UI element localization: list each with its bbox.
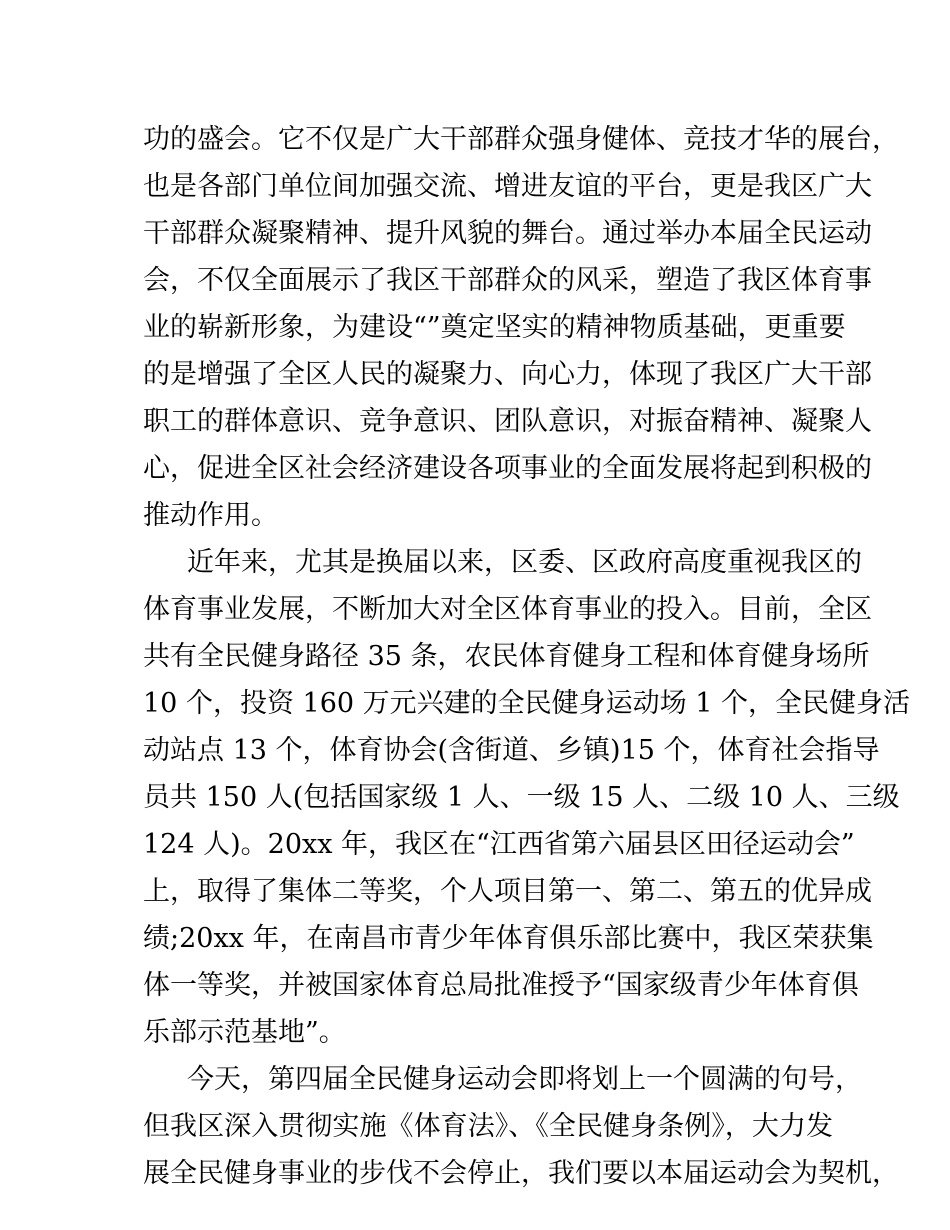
text-line: 今天，第四届全民健身运动会即将划上一个圆满的句号， <box>187 1064 862 1095</box>
text-line: 职工的群体意识、竞争意识、团队意识，对振奋精神、凝聚人 <box>143 406 872 437</box>
text-line: 上，取得了集体二等奖，个人项目第一、第二、第五的优异成 <box>143 876 872 907</box>
text-line: 体一等奖，并被国家体育总局批准授予“国家级青少年体育俱 <box>143 970 859 1001</box>
text-line: 会，不仅全面展示了我区干部群众的风采，塑造了我区体育事 <box>143 265 872 296</box>
document-body <box>143 116 910 1197</box>
text-line: 共有全民健身路径 35 条，农民体育健身工程和体育健身场所 <box>143 641 870 672</box>
text-line: 心，促进全区社会经济建设各项事业的全面发展将起到积极的 <box>143 453 872 484</box>
text-line: 10 个，投资 160 万元兴建的全民健身运动场 1 个，全民健身活 <box>143 688 910 719</box>
text-line: 动站点 13 个，体育协会(含街道、乡镇)15 个，体育社会指导 <box>143 735 880 766</box>
text-line: 展全民健身事业的步伐不会停止，我们要以本届运动会为契机， <box>143 1158 899 1189</box>
text-line: 员共 150 人(包括国家级 1 人、一级 15 人、二级 10 人、三级 <box>143 782 900 813</box>
text-line: 乐部示范基地”。 <box>143 1017 346 1048</box>
text-line: 的是增强了全区人民的凝聚力、向心力，体现了我区广大干部 <box>143 359 872 390</box>
text-line: 推动作用。 <box>143 500 278 531</box>
text-line: 干部群众凝聚精神、提升风貌的舞台。通过举办本届全民运动 <box>143 218 872 249</box>
text-line: 体育事业发展，不断加大对全区体育事业的投入。目前，全区 <box>143 594 872 625</box>
text-line: 业的崭新形象，为建设“”奠定坚实的精神物质基础，更重要 <box>143 312 846 343</box>
text-line: 功的盛会。它不仅是广大干部群众强身健体、竞技才华的展台， <box>143 124 899 155</box>
text-line: 绩;20xx 年，在南昌市青少年体育俱乐部比赛中，我区荣获集 <box>143 923 874 954</box>
text-line: 124 人)。20xx 年，我区在“江西省第六届县区田径运动会” <box>143 829 855 860</box>
text-line: 但我区深入贯彻实施《体育法》、《全民健身条例》，大力发 <box>143 1111 833 1142</box>
text-line: 近年来，尤其是换届以来，区委、区政府高度重视我区的 <box>187 547 862 578</box>
text-line: 也是各部门单位间加强交流、增进友谊的平台，更是我区广大 <box>143 171 872 202</box>
